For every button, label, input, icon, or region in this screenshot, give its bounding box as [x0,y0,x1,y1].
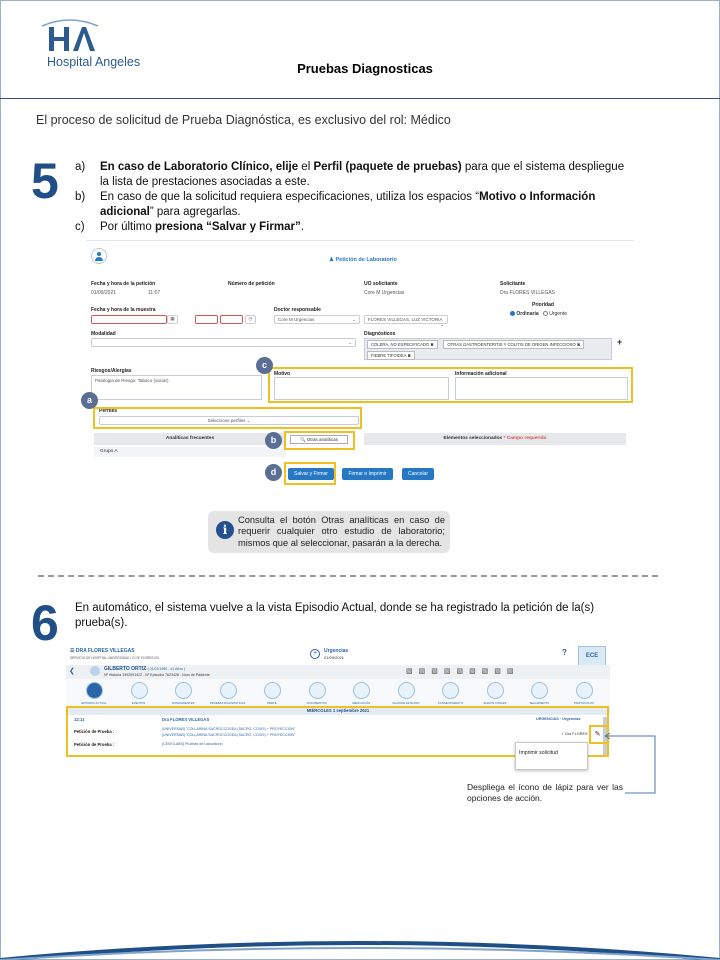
pencil-note: Despliega el ícono de lápiz para ver las opciones de acción. [467,782,623,803]
diagnosticos-label: Diagnósticos [364,331,396,337]
hora-muestra-input[interactable] [195,315,218,324]
user-avatar-icon [91,248,107,264]
riesgos-label: Riesgos/Alergias [91,368,132,374]
step5-text-part: En caso de Laboratorio Clínico, elije [100,161,299,173]
step5-text-part: ” para agregarlas. [149,205,241,218]
nav-tab-label[interactable]: PROTOCOLOS [574,701,594,705]
otras-analiticas-button[interactable]: 🔍 Otras analíticas [290,435,348,444]
step5-item [75,190,635,219]
episode-topbar [66,645,610,666]
person-icon: ♟ [329,257,336,263]
info-adicional-label: Información adicional [455,371,507,377]
minuto-muestra-input[interactable] [220,315,243,324]
step-number-5: 5 [31,153,59,209]
pencil-icon[interactable]: ✎ [594,731,601,738]
patient-bar [66,665,610,679]
nav-tab-label[interactable]: PERFIL [267,701,278,705]
prioridad-label: Prioridad [532,302,554,308]
peticion-1-line1[interactable]: [UNIVERSAB] "COLLARINA SACROCCOGEA (SACRO, COXIS) + PROYECCION" [162,727,296,731]
step5-text-part: En caso de que la solicitud requiera especificaciones, utiliza los espacios “ [100,191,480,203]
radio-ordinaria[interactable] [510,311,515,316]
fecha-muestra-label: Fecha y hora de la muestra [91,307,156,313]
nav-tab-label[interactable]: VALORAR EPISODIO [392,701,420,705]
nav-tab-icon[interactable] [531,682,548,699]
step5-text-part: presiona “Salvar y Firmar” [154,221,301,233]
step5-item-letter: a) [75,161,86,173]
modalidad-select[interactable]: ⌄ [91,338,356,347]
step5-text-part: para que el sistema despliegue la lista de prestaciones asociadas a este. [100,161,625,188]
ece-logo: ECE [578,646,606,666]
row-time: 12:11 [74,717,85,722]
doctor-uo-select[interactable]: Core M Urgencias ⌄ [274,315,360,324]
row-doctor: Dra FLORES VILLEGAS [162,717,210,722]
urgencias-date: 01/09/2021 [324,655,345,660]
step5-text-part: el [298,161,314,173]
date-bar: MIÉRCOLES 1 septiembre 2021 [66,707,610,715]
step5-item-letter: b) [75,191,86,203]
intro-text: El proceso de solicitud de Prueba Diagnóstica, es exclusivo del rol: Médico [36,113,451,127]
peticion-label-1: Petición de Prueba : [74,729,115,734]
step5-item-letter: c) [75,221,85,233]
clock-icon[interactable]: ◷ [245,315,256,324]
footer-swoosh [0,918,720,960]
actions-menu [515,742,588,770]
step5-item [75,220,635,235]
logo-text: Hospital Angeles [47,55,141,69]
nav-tab-icon[interactable] [175,682,192,699]
modalidad-label: Modalidad [91,331,116,337]
step6-instructions: En automático, el sistema vuelve a la vista Episodio Actual, donde se ha registrado la petición de la(s) prueba(s). [75,602,595,629]
diagnosticos-list[interactable] [364,338,612,360]
hospital-name: SERVICIO DE HOSPITAL UNIVERSIDAD / G DE FLORES EN [70,656,159,660]
motivo-label: Motivo [274,371,291,377]
nav-tab-label[interactable]: SEGUIMIENTO [529,701,550,705]
doctor-name-select[interactable]: FLORES VILLEGAS, LUZ VICTORIA ⌄ [364,315,448,324]
form-header-area [86,240,634,291]
step5-text-part: . [300,221,304,233]
numero-peticion-label: Número de petición [228,281,275,287]
diagnostico-chip: FIEBRE TIFOIDEA ✖ [367,351,415,360]
fecha-hora-label: Fecha y hora de la petición [91,281,156,287]
urgencias-label: Urgencias [324,648,349,654]
patient-name: GILBERTO ORTIZ ( 01/01/1980 - 41 Años ) [104,666,186,672]
nav-tab-icon[interactable] [220,682,237,699]
step5-instructions [75,160,635,236]
step5-item-text [100,220,635,235]
header-divider [0,98,720,99]
doctor-responsable-label: Doctor responsable [274,307,321,313]
solicitante-value: Dra FLORES VILLEGAS [500,290,556,296]
step5-item [75,160,635,189]
firmar-imprimir-button[interactable]: Firmar e Imprimir [342,468,393,480]
patient-ids: Nº Historia 1992091422 - Nº Episodio 7623428 - Núm de Padiente [104,673,210,677]
nav-tab-icon[interactable] [264,682,281,699]
section-divider [38,575,658,577]
elementos-seleccionados-header: Elementos seleccionados * Campo requerido [364,433,626,445]
analiticas-frecuentes-header: Analíticas frecuentes [94,433,286,445]
perfiles-select[interactable]: Seleccione perfiles ⌄ [99,416,359,425]
nav-tab-icon[interactable] [353,682,370,699]
lab-request-screenshot [86,240,634,485]
fecha-muestra-input[interactable] [91,315,167,324]
callout-a: a [81,392,98,409]
step5-item-text [100,160,635,189]
highlight-salvar-firmar [284,462,336,485]
nav-tab-icon[interactable] [487,682,504,699]
step-number-6: 6 [31,595,59,651]
nav-tab-icon[interactable] [309,682,326,699]
add-diagnostico-icon[interactable]: + [617,337,623,347]
nav-tab-label[interactable]: EVENTOS [131,701,146,705]
nav-tab-icon[interactable] [86,682,103,699]
step5-text-part: Perfil (paquete de pruebas) [313,161,462,173]
help-icon[interactable]: ? [562,648,567,657]
nav-tab-icon[interactable] [131,682,148,699]
callout-d: d [265,464,282,481]
highlight-otras-analiticas [284,431,355,450]
form-title: ♟ Petición de Laboratorio [329,257,397,263]
salvar-firmar-button[interactable]: Salvar y Firmar [288,468,334,480]
step5-item-text [100,190,635,219]
firma-label: ✓ Dra FLORES [561,732,588,736]
menu-imprimir-solicitud[interactable]: Imprimir solicitud [519,750,558,756]
step5-text-part: Motivo o Información adicional [100,191,596,218]
fecha-value: 01/09/2021 [91,290,117,296]
nav-tab-label[interactable]: CONSENTIMIENTO [437,701,463,705]
grupo-a-row[interactable]: Grupo A [94,447,286,457]
perfiles-label: Perfiles [99,408,118,414]
peticion-1-line2[interactable]: [UNIVERSAB] "COLLARINA SACROCCOGEA (SACRO, COXIS) + PROYECCION" [162,733,296,737]
row-service: URGENCIAS · Urgencias [536,717,581,721]
highlight-motivo-info [268,367,633,403]
step5-text-part: Por último [100,221,155,233]
info-icon: i [216,521,234,539]
nav-tab-label[interactable]: ANTECEDENTES [171,701,195,705]
nav-tab-icon[interactable] [442,682,459,699]
radio-urgente[interactable] [543,311,548,316]
add-episode-icon[interactable]: + [310,649,320,659]
nav-tab-label[interactable]: MEDICACIÓN [352,701,371,705]
calendar-icon[interactable]: ▦ [167,315,178,324]
uo-solicitante-label: UO solicitante [364,281,398,287]
diagnostico-chip: COLERA, NO ESPECIFICADO ✖ [367,340,438,349]
doctor-name: ☰ DRA FLORES VILLEGAS [70,648,135,654]
solicitante-label: Solicitante [500,281,526,287]
nav-tab-icon[interactable] [398,682,415,699]
uo-solicitante-value: Core M Urgencias [364,290,405,296]
ha-logo-icon [40,18,100,52]
nav-tab-label[interactable]: DOCUMENTOS [306,701,327,705]
hora-value: 11:07 [148,290,161,296]
riesgos-field: Patologia de Riesgo: Tabaco (vaciar) [91,375,262,400]
highlight-perfiles [93,407,362,429]
nav-tab-label[interactable]: EPISODIO ACTUAL [81,701,107,705]
hospital-angeles-logo [40,18,150,72]
cancelar-button[interactable]: Cancelar [402,468,434,480]
diagnostico-chip: OTRAS GASTROENTERITIS Y COLITIS DE ORIGEN INFECCIOSO ✖ [443,340,584,349]
back-arrow-icon[interactable]: ❮ [69,668,75,675]
peticion-label-2: Petición de Prueba : [74,742,115,747]
nav-tab-icon[interactable] [576,682,593,699]
info-note-text: Consulta el botón Otras analíticas en caso de requerir cualquier otro estudio de laboratorio; mismos que al seleccionar, pasarán a la derecha. [238,515,445,548]
toolbar-icons[interactable]: ▧▧▧▧▧▧▧▧▧ [406,668,520,675]
nav-tab-label[interactable]: PRUEBAS DIAGNÓSTICAS [209,701,246,705]
callout-b: b [265,432,282,449]
callout-c: c [256,357,273,374]
peticion-2[interactable]: [CENTILABS] Pruebas de Laboratorio [162,742,223,746]
nav-tab-label[interactable]: SIGNOS VITALES [483,701,507,705]
prioridad-radio-group[interactable]: Ordinaria Urgente [510,311,567,317]
info-note-box [208,511,450,553]
patient-avatar [90,666,100,676]
episode-nav [66,679,610,708]
document-title: Pruebas Diagnosticas [297,61,433,76]
